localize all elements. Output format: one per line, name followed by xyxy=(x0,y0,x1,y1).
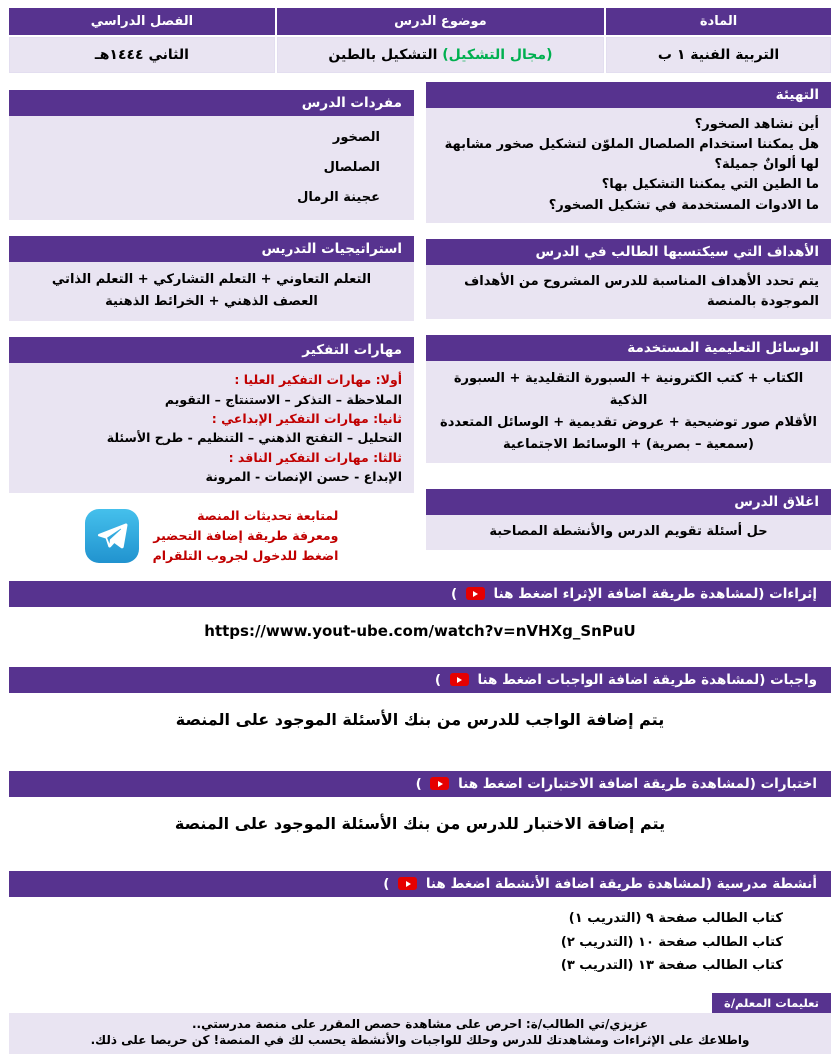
thinking-group-label: أولا: مهارات التفكير العليا : xyxy=(234,372,402,388)
left-column xyxy=(9,82,414,569)
activity-line: كتاب الطالب صفحة ٩ (التدريب ١) xyxy=(568,911,783,927)
topic-value xyxy=(277,37,604,73)
telegram-promo[interactable] xyxy=(9,503,414,569)
lesson-info-table xyxy=(9,8,831,73)
tests-header-text: اختبارات (لمشاهدة طريقة اضافة الاختبارات اضغط هنا xyxy=(458,776,817,793)
lesson-closing-section xyxy=(426,489,831,549)
activity-line: كتاب الطالب صفحة ١٣ (التدريب ٣) xyxy=(560,958,783,974)
teaching-aids-section xyxy=(426,335,831,463)
aids-line: (سمعية – بصرية) + الوسائط الاجتماعية xyxy=(503,437,754,453)
topic-column xyxy=(277,8,604,73)
strategies-title: استراتيجيات التدريس xyxy=(9,236,414,262)
vocabulary-section xyxy=(9,90,414,220)
telegram-promo-line: لمتابعة تحديثات المنصة xyxy=(197,508,339,524)
strategies-line: العصف الذهني + الخرائط الذهنية xyxy=(105,294,318,310)
enrichments-body xyxy=(9,607,831,655)
enrichments-header-close: ) xyxy=(450,586,458,603)
thinking-group-items: التحليل – التفتح الذهني – التنظيم - طرح الأسئلة xyxy=(106,430,402,446)
tests-body: يتم إضافة الاختبار للدرس من بنك الأسئلة الموجود على المنصة xyxy=(9,797,831,851)
telegram-promo-line: ومعرفة طريقة إضافة التحضير xyxy=(153,528,339,544)
youtube-icon[interactable] xyxy=(430,777,449,790)
subject-header: المادة xyxy=(606,8,831,35)
teacher-instructions-body xyxy=(9,1013,831,1054)
aids-line: الكتاب + كتب الكترونية + السبورة التقليدية + السبورة الذكية xyxy=(453,370,804,409)
thinking-skills-section xyxy=(9,337,414,493)
warmup-section xyxy=(426,82,831,223)
columns-area xyxy=(9,82,831,569)
warmup-body xyxy=(426,108,831,223)
enrichment-video-link[interactable]: https://www.yout-ube.com/watch?v=nVHXg_SnPuU xyxy=(204,622,636,641)
strategies-section xyxy=(9,236,414,322)
vocabulary-body xyxy=(9,116,414,220)
teacher-instructions-line: عزيزي/تي الطالب/ة: احرص على مشاهدة حصص المقرر على منصة مدرستي.. xyxy=(191,1016,649,1031)
thinking-group-items: الملاحظة – التذكر – الاستنتاج – التقويم xyxy=(164,391,402,407)
vocabulary-item: عجينة الرمال xyxy=(297,189,380,205)
activities-header-text: أنشطة مدرسية (لمشاهدة طريقة اضافة الأنشطة اضغط هنا xyxy=(425,876,817,893)
topic-title-text: التشكيل بالطين xyxy=(328,47,438,63)
youtube-icon[interactable] xyxy=(398,877,417,890)
homework-header-close: ) xyxy=(434,672,442,689)
enrichments-section xyxy=(9,581,831,655)
teacher-instructions-section xyxy=(9,992,831,1054)
thinking-group-label: ثالثا: مهارات التفكير الناقد : xyxy=(228,449,402,465)
strategies-line: التعلم التعاوني + التعلم التشاركي + التعلم الذاتي xyxy=(51,271,372,287)
activity-line: كتاب الطالب صفحة ١٠ (التدريب ٢) xyxy=(560,934,783,950)
warmup-line: هل يمكننا استخدام الصلصال الملوّن لتشكيل صخور مشابهة لها ألوانٌ جميلة؟ xyxy=(444,137,819,173)
telegram-promo-line: اضغط للدخول لجروب التلقرام xyxy=(152,548,339,564)
objectives-body: يتم تحدد الأهداف المناسبة للدرس المشروح من الأهداف الموجودة بالمنصة xyxy=(426,265,831,319)
topic-header: موضوع الدرس xyxy=(277,8,604,35)
tests-section xyxy=(9,771,831,851)
youtube-icon[interactable] xyxy=(450,673,469,686)
semester-value: الثاني ١٤٤٤هـ xyxy=(9,37,275,73)
teacher-instructions-line: واطلاعك على الإثراءات ومشاهدتك للدرس وحلك للواجبات والأنشطة يحسب لك في المنصة! كن حريصا على ذلك. xyxy=(90,1032,750,1047)
warmup-line: أين نشاهد الصخور؟ xyxy=(694,117,819,132)
tests-header[interactable] xyxy=(9,771,831,797)
thinking-skills-body xyxy=(9,363,414,493)
tests-header-close: ) xyxy=(415,776,422,793)
homework-section xyxy=(9,667,831,747)
topic-domain-text: (مجال التشكيل) xyxy=(442,47,553,63)
activities-header-close: ) xyxy=(383,876,390,893)
teaching-aids-title: الوسائل التعليمية المستخدمة xyxy=(426,335,831,361)
thinking-group-items: الإبداع - حسن الإنصات - المرونة xyxy=(205,469,402,485)
enrichments-header-text: إثراءات (لمشاهدة طريقة اضافة الإثراء اضغط هنا xyxy=(493,586,817,603)
lesson-closing-body: حل أسئلة تقويم الدرس والأنشطة المصاحبة xyxy=(426,515,831,549)
activities-body xyxy=(9,897,831,987)
lesson-closing-title: اغلاق الدرس xyxy=(426,489,831,515)
vocabulary-item: الصخور xyxy=(332,130,380,145)
aids-line: الأقلام صور توضيحية + عروض تقديمية + الوسائل المتعددة xyxy=(440,415,817,431)
strategies-body xyxy=(9,262,414,322)
warmup-title: التهيئة xyxy=(426,82,831,108)
vocabulary-item: الصلصال xyxy=(323,159,380,175)
thinking-group-label: ثانيا: مهارات التفكير الإبداعي : xyxy=(211,410,402,426)
objectives-title: الأهداف التي سيكتسبها الطالب في الدرس xyxy=(426,239,831,265)
thinking-skills-title: مهارات التفكير xyxy=(9,337,414,363)
homework-header-text: واجبات (لمشاهدة طريقة اضافة الواجبات اضغط هنا xyxy=(477,672,817,689)
youtube-icon[interactable] xyxy=(466,587,485,600)
warmup-line: ما الطين التي يمكننا التشكيل بها؟ xyxy=(601,177,819,193)
subject-value: التربية الفنية ١ ب xyxy=(606,37,831,73)
right-column xyxy=(426,82,831,550)
telegram-promo-text xyxy=(153,506,339,566)
homework-body: يتم إضافة الواجب للدرس من بنك الأسئلة الموجود على المنصة xyxy=(9,693,831,747)
semester-header: الفصل الدراسي xyxy=(9,8,275,35)
semester-column xyxy=(9,8,275,73)
telegram-icon[interactable] xyxy=(85,509,139,563)
vocabulary-title: مفردات الدرس xyxy=(9,90,414,116)
homework-header[interactable] xyxy=(9,667,831,693)
subject-column xyxy=(606,8,831,73)
activities-section xyxy=(9,871,831,987)
activities-header[interactable] xyxy=(9,871,831,897)
warmup-line: ما الادوات المستخدمة في تشكيل الصخور؟ xyxy=(548,197,819,213)
enrichments-header[interactable] xyxy=(9,581,831,607)
teaching-aids-body xyxy=(426,361,831,463)
objectives-section xyxy=(426,239,831,319)
teacher-instructions-label: تعليمات المعلم/ة xyxy=(712,993,831,1013)
